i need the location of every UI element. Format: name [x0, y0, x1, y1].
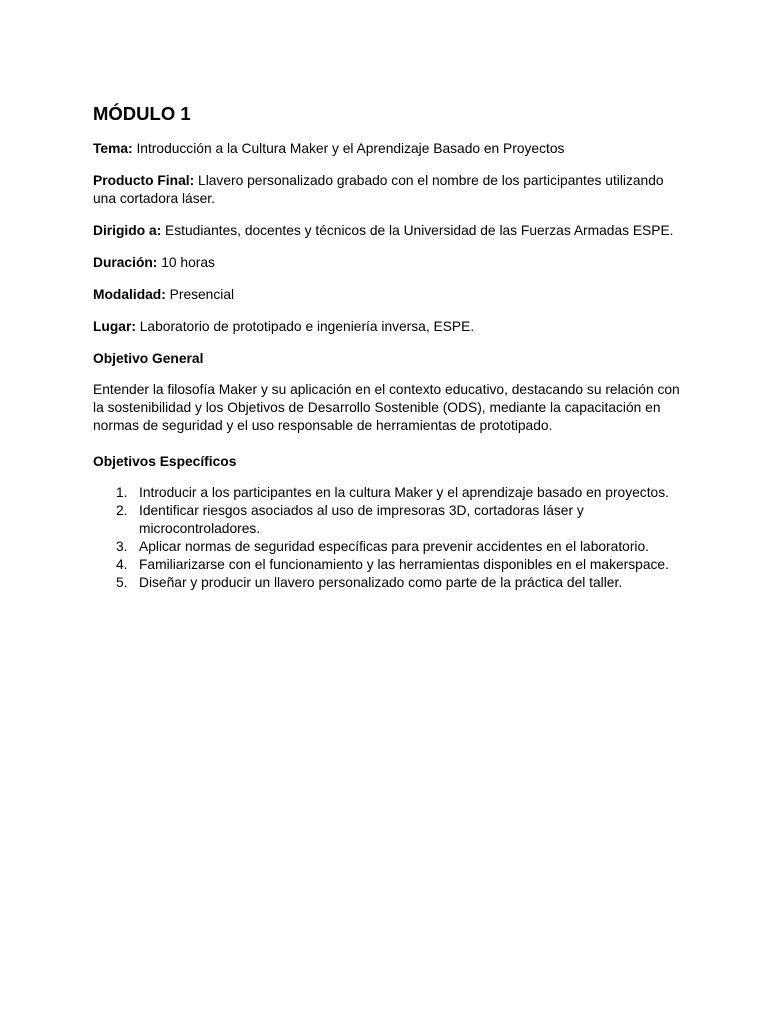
- tema-field: [93, 140, 683, 158]
- list-item-text: Diseñar y producir un llavero personalizado como parte de la práctica del taller.: [139, 575, 623, 590]
- duracion-value: 10 horas: [157, 255, 215, 270]
- lugar-label: Lugar:: [93, 319, 136, 334]
- document-page: [93, 102, 683, 592]
- modalidad-label: Modalidad:: [93, 287, 166, 302]
- lugar-field: [93, 318, 683, 336]
- dirigido-field: [93, 222, 683, 240]
- objetivo-general-heading: Objetivo General: [93, 351, 204, 366]
- list-item: [93, 574, 683, 592]
- list-item-text: Identificar riesgos asociados al uso de impresoras 3D, cortadoras láser y microcontroladores.: [139, 503, 584, 536]
- duracion-label: Duración:: [93, 255, 158, 270]
- module-title: MÓDULO 1: [93, 103, 191, 124]
- list-item: [93, 556, 683, 574]
- list-item-number: 4.: [116, 557, 128, 572]
- lugar-value: Laboratorio de prototipado e ingeniería inversa, ESPE.: [135, 319, 475, 334]
- tema-value: Introducción a la Cultura Maker y el Aprendizaje Basado en Proyectos: [132, 141, 565, 156]
- objetivos-especificos-list: [93, 484, 683, 592]
- tema-label: Tema:: [93, 141, 133, 156]
- list-item-text: Aplicar normas de seguridad específicas para prevenir accidentes en el laboratorio.: [139, 539, 649, 554]
- duracion-field: [93, 254, 683, 272]
- list-item-text: Introducir a los participantes en la cultura Maker y el aprendizaje basado en proyectos.: [139, 485, 669, 500]
- objetivos-especificos-heading: Objetivos Específicos: [93, 454, 237, 469]
- list-item-number: 5.: [116, 575, 128, 590]
- producto-final-value: Llavero personalizado grabado con el nombre de los participantes utilizando una cortadora láser.: [93, 173, 664, 206]
- list-item-number: 2.: [116, 503, 128, 518]
- list-item: [93, 502, 683, 538]
- list-item-number: 3.: [116, 539, 128, 554]
- dirigido-value: Estudiantes, docentes y técnicos de la Universidad de las Fuerzas Armadas ESPE.: [161, 223, 674, 238]
- modalidad-value: Presencial: [165, 287, 235, 302]
- list-item-text: Familiarizarse con el funcionamiento y las herramientas disponibles en el makerspace.: [139, 557, 669, 572]
- dirigido-label: Dirigido a:: [93, 223, 162, 238]
- list-item: [93, 538, 683, 556]
- modalidad-field: [93, 286, 683, 304]
- list-item: [93, 484, 683, 502]
- list-item-number: 1.: [116, 485, 128, 500]
- objetivo-general-text: Entender la filosofía Maker y su aplicación en el contexto educativo, destacando su relación con la sostenibilidad y los Objetivos de Desarrollo Sostenible (ODS), mediante la capacitación en normas de seguridad y el uso responsable de herramientas de prototipado.: [93, 382, 680, 433]
- producto-final-label: Producto Final:: [93, 173, 195, 188]
- producto-final-field: [93, 172, 683, 208]
